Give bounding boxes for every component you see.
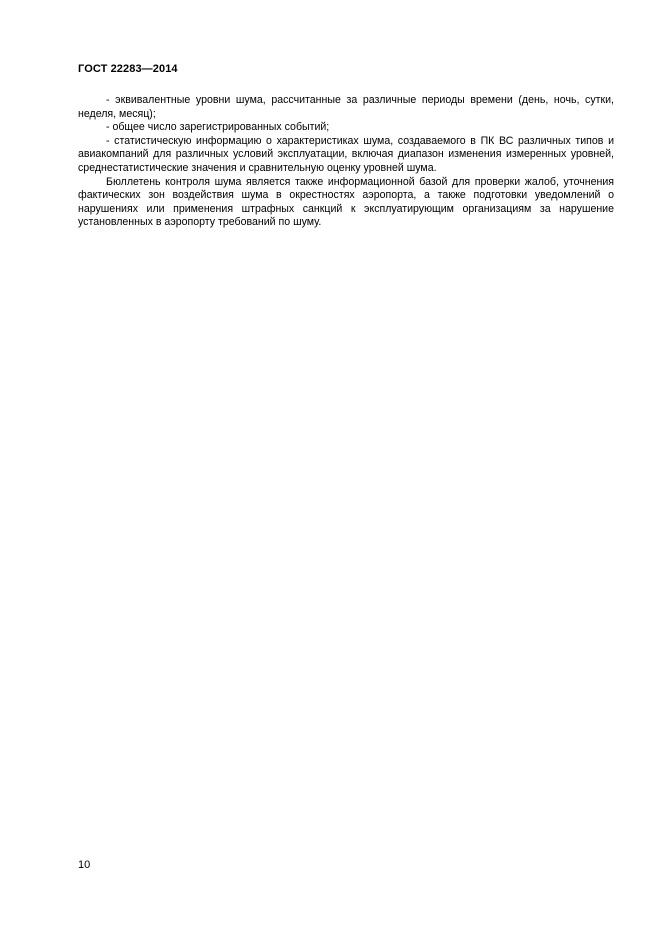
- document-body: [78, 94, 614, 230]
- body-paragraph: Бюллетень контроля шума является также информационной базой для проверки жалоб, уточнения фактических зон воздействия шума в окрестностях аэропорта, а также подготовки уведомлений о нарушениях или применения штрафных санкций к эксплуатирующим организациям за нарушение установленных в аэропорту требований по шуму.: [78, 175, 614, 229]
- list-item: - статистическую информацию о характеристиках шума, создаваемого в ПК ВС различных типов и авиакомпаний для различных условий эксплуатации, включая диапазон изменения измеренных уровней, среднестатистические значения и сравнительную оценку уровней шума.: [78, 134, 614, 174]
- page-number: 10: [78, 859, 91, 871]
- list-item: - общее число зарегистрированных событий;: [106, 121, 330, 134]
- list-item: - эквивалентные уровни шума, рассчитанные за различные периоды времени (день, ночь, сутки, неделя, месяц);: [78, 94, 614, 120]
- document-header: ГОСТ 22283—2014: [78, 63, 178, 75]
